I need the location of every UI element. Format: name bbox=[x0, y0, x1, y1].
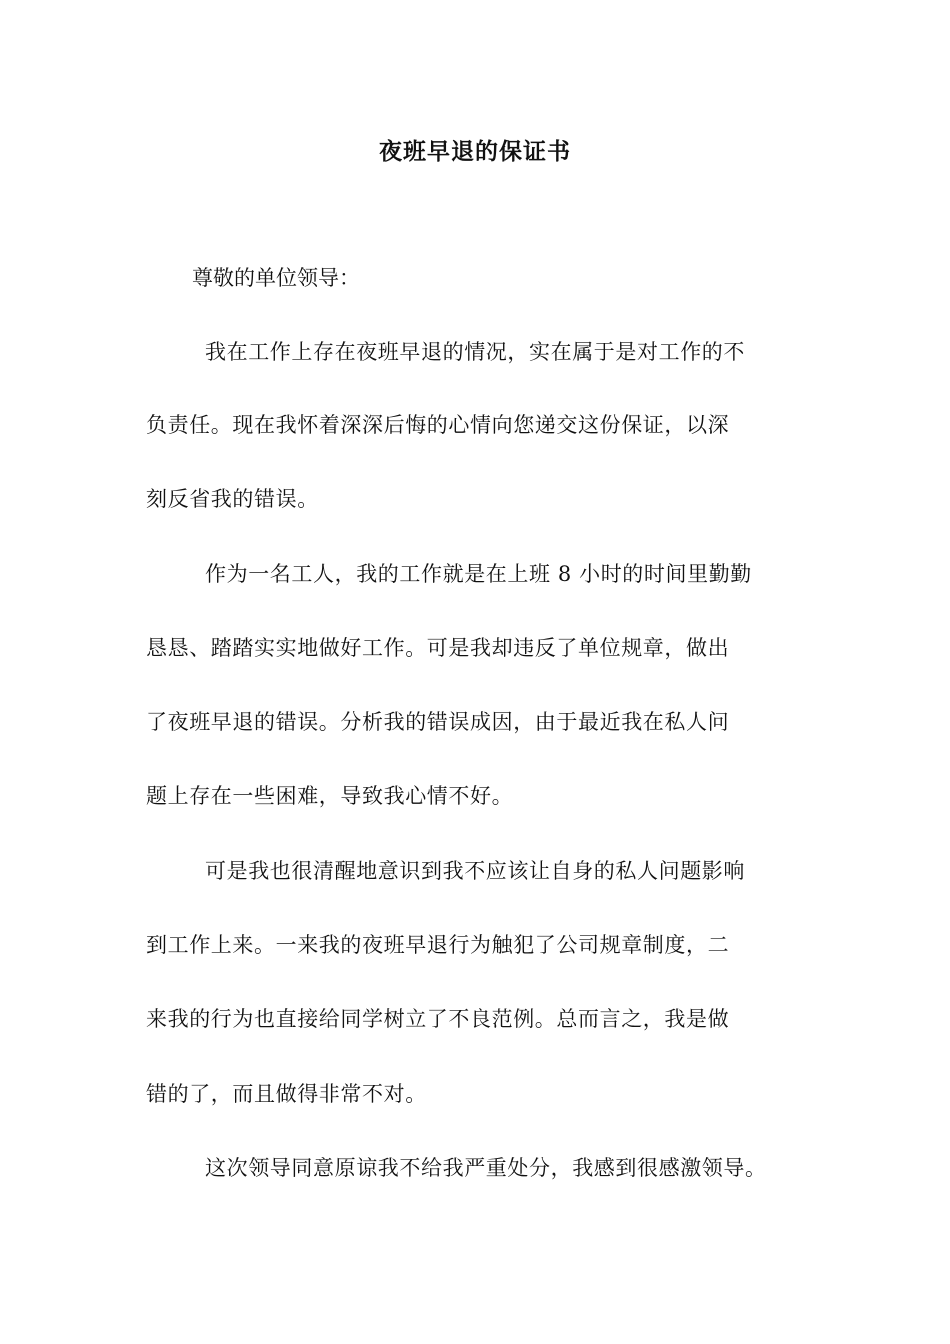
paragraph-line: 作为一名工人，我的工作就是在上班 8 小时的时间里勤勤 bbox=[205, 562, 752, 586]
paragraph-line: 错的了，而且做得非常不对。 bbox=[146, 1082, 427, 1106]
paragraph-line: 负责任。现在我怀着深深后悔的心情向您递交这份保证，以深 bbox=[146, 413, 730, 437]
document-title: 夜班早退的保证书 bbox=[379, 138, 571, 165]
paragraph-line: 这次领导同意原谅我不给我严重处分，我感到很感激领导。 bbox=[205, 1156, 767, 1180]
paragraph-line: 恳恳、踏踏实实地做好工作。可是我却违反了单位规章，做出 bbox=[146, 636, 730, 660]
paragraph-line: 到工作上来。一来我的夜班早退行为触犯了公司规章制度，二 bbox=[146, 933, 730, 957]
paragraph-line: 刻反省我的错误。 bbox=[146, 487, 319, 511]
paragraph-line: 了夜班早退的错误。分析我的错误成因，由于最近我在私人问 bbox=[146, 710, 730, 734]
paragraph-line: 我在工作上存在夜班早退的情况，实在属于是对工作的不 bbox=[205, 340, 745, 364]
salutation: 尊敬的单位领导： bbox=[192, 266, 360, 290]
paragraph-line: 来我的行为也直接给同学树立了不良范例。总而言之，我是做 bbox=[146, 1007, 730, 1031]
paragraph-line: 可是我也很清醒地意识到我不应该让自身的私人问题影响 bbox=[205, 859, 745, 883]
paragraph-line: 题上存在一些困难，导致我心情不好。 bbox=[146, 784, 514, 808]
